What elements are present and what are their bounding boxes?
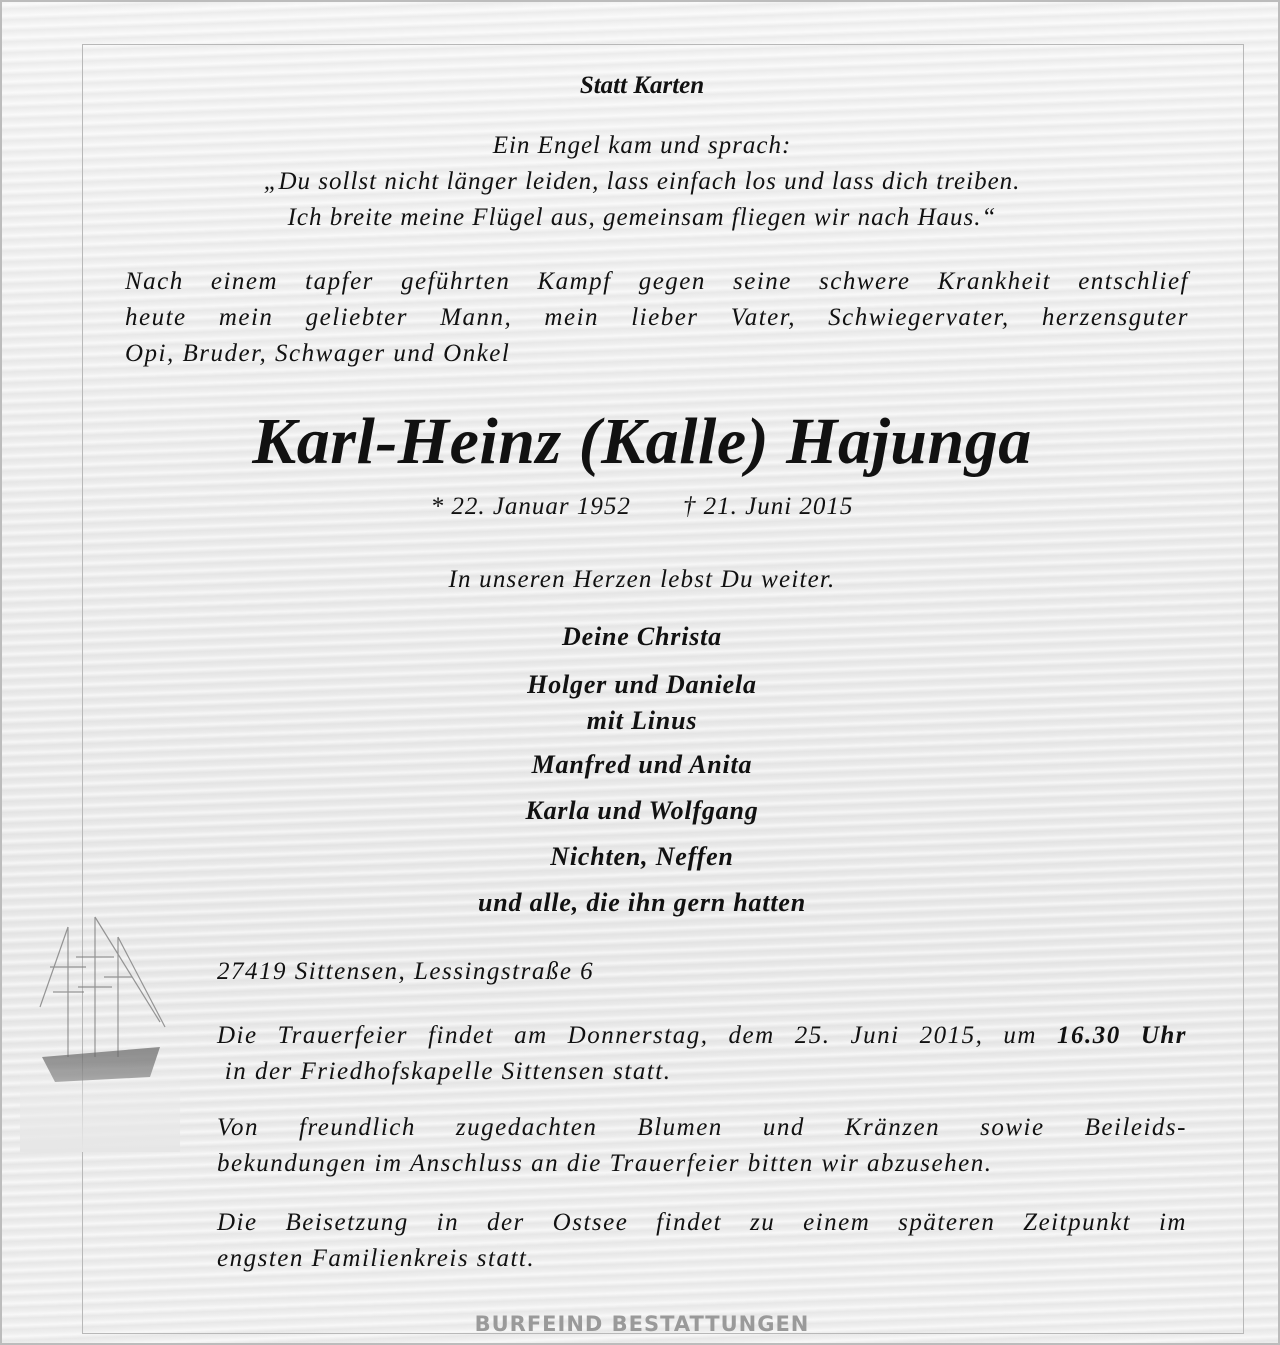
family-member: Deine Christa: [562, 622, 722, 651]
flowers-line: bekundungen im Anschluss an die Trauerfeier bitten wir abzusehen.: [217, 1150, 993, 1177]
burial-line: Die Beisetzung in der Ostsee findet zu einem späteren Zeitpunkt im: [217, 1209, 1187, 1236]
service-text: Die Trauerfeier findet am Donnerstag, dem 25. Juni 2015, um: [217, 1022, 1037, 1049]
poem-line: Ich breite meine Flügel aus, gemeinsam fliegen wir nach Haus.“: [287, 204, 997, 231]
deceased-name: Karl-Heinz (Kalle) Hajunga: [252, 405, 1032, 478]
intro-line: Opi, Bruder, Schwager und Onkel: [125, 340, 511, 367]
address-line: 27419 Sittensen, Lessingstraße 6: [217, 958, 595, 985]
funeral-home-logo: BURFEIND BESTATTUNGEN: [474, 1312, 810, 1336]
service-time: 16.30 Uhr: [1057, 1022, 1188, 1049]
life-dates: [2, 493, 1280, 521]
intro-paragraph: [125, 264, 1189, 372]
death-date: † 21. Juni 2015: [682, 493, 854, 520]
poem-line: „Du sollst nicht länger leiden, lass einfach los und lass dich treiben.: [263, 168, 1021, 195]
family-member: und alle, die ihn gern hatten: [477, 888, 807, 917]
poem: [2, 128, 1280, 236]
intro-line: heute mein geliebter Mann, mein lieber Vater, Schwiegervater, herzensguter: [125, 304, 1189, 331]
family-member: Nichten, Neffen: [550, 842, 734, 871]
family-member: Manfred und Anita: [531, 750, 753, 779]
burial-line: engsten Familienkreis statt.: [217, 1245, 536, 1272]
heading-statt-karten: Statt Karten: [579, 72, 705, 99]
service-location: in der Friedhofskapelle Sittensen statt.: [217, 1058, 672, 1085]
family-member: Holger und Daniela: [527, 670, 757, 699]
address: [217, 954, 1187, 990]
flowers-note: [217, 1110, 1187, 1182]
sailing-ship-image: [20, 907, 180, 1152]
service-info: [217, 1018, 1187, 1090]
service-line: [217, 1018, 1187, 1054]
intro-line: Nach einem tapfer geführten Kampf gegen seine schwere Krankheit entschlief: [125, 268, 1189, 295]
family-member: mit Linus: [586, 706, 698, 735]
birth-date: * 22. Januar 1952: [430, 493, 631, 520]
flowers-line: Von freundlich zugedachten Blumen und Kränzen sowie Beileids-: [217, 1114, 1187, 1141]
burial-note: [217, 1205, 1187, 1277]
family-member: Karla und Wolfgang: [525, 796, 759, 825]
poem-line: Ein Engel kam und sprach:: [492, 132, 792, 159]
motto: In unseren Herzen lebst Du weiter.: [448, 566, 836, 593]
